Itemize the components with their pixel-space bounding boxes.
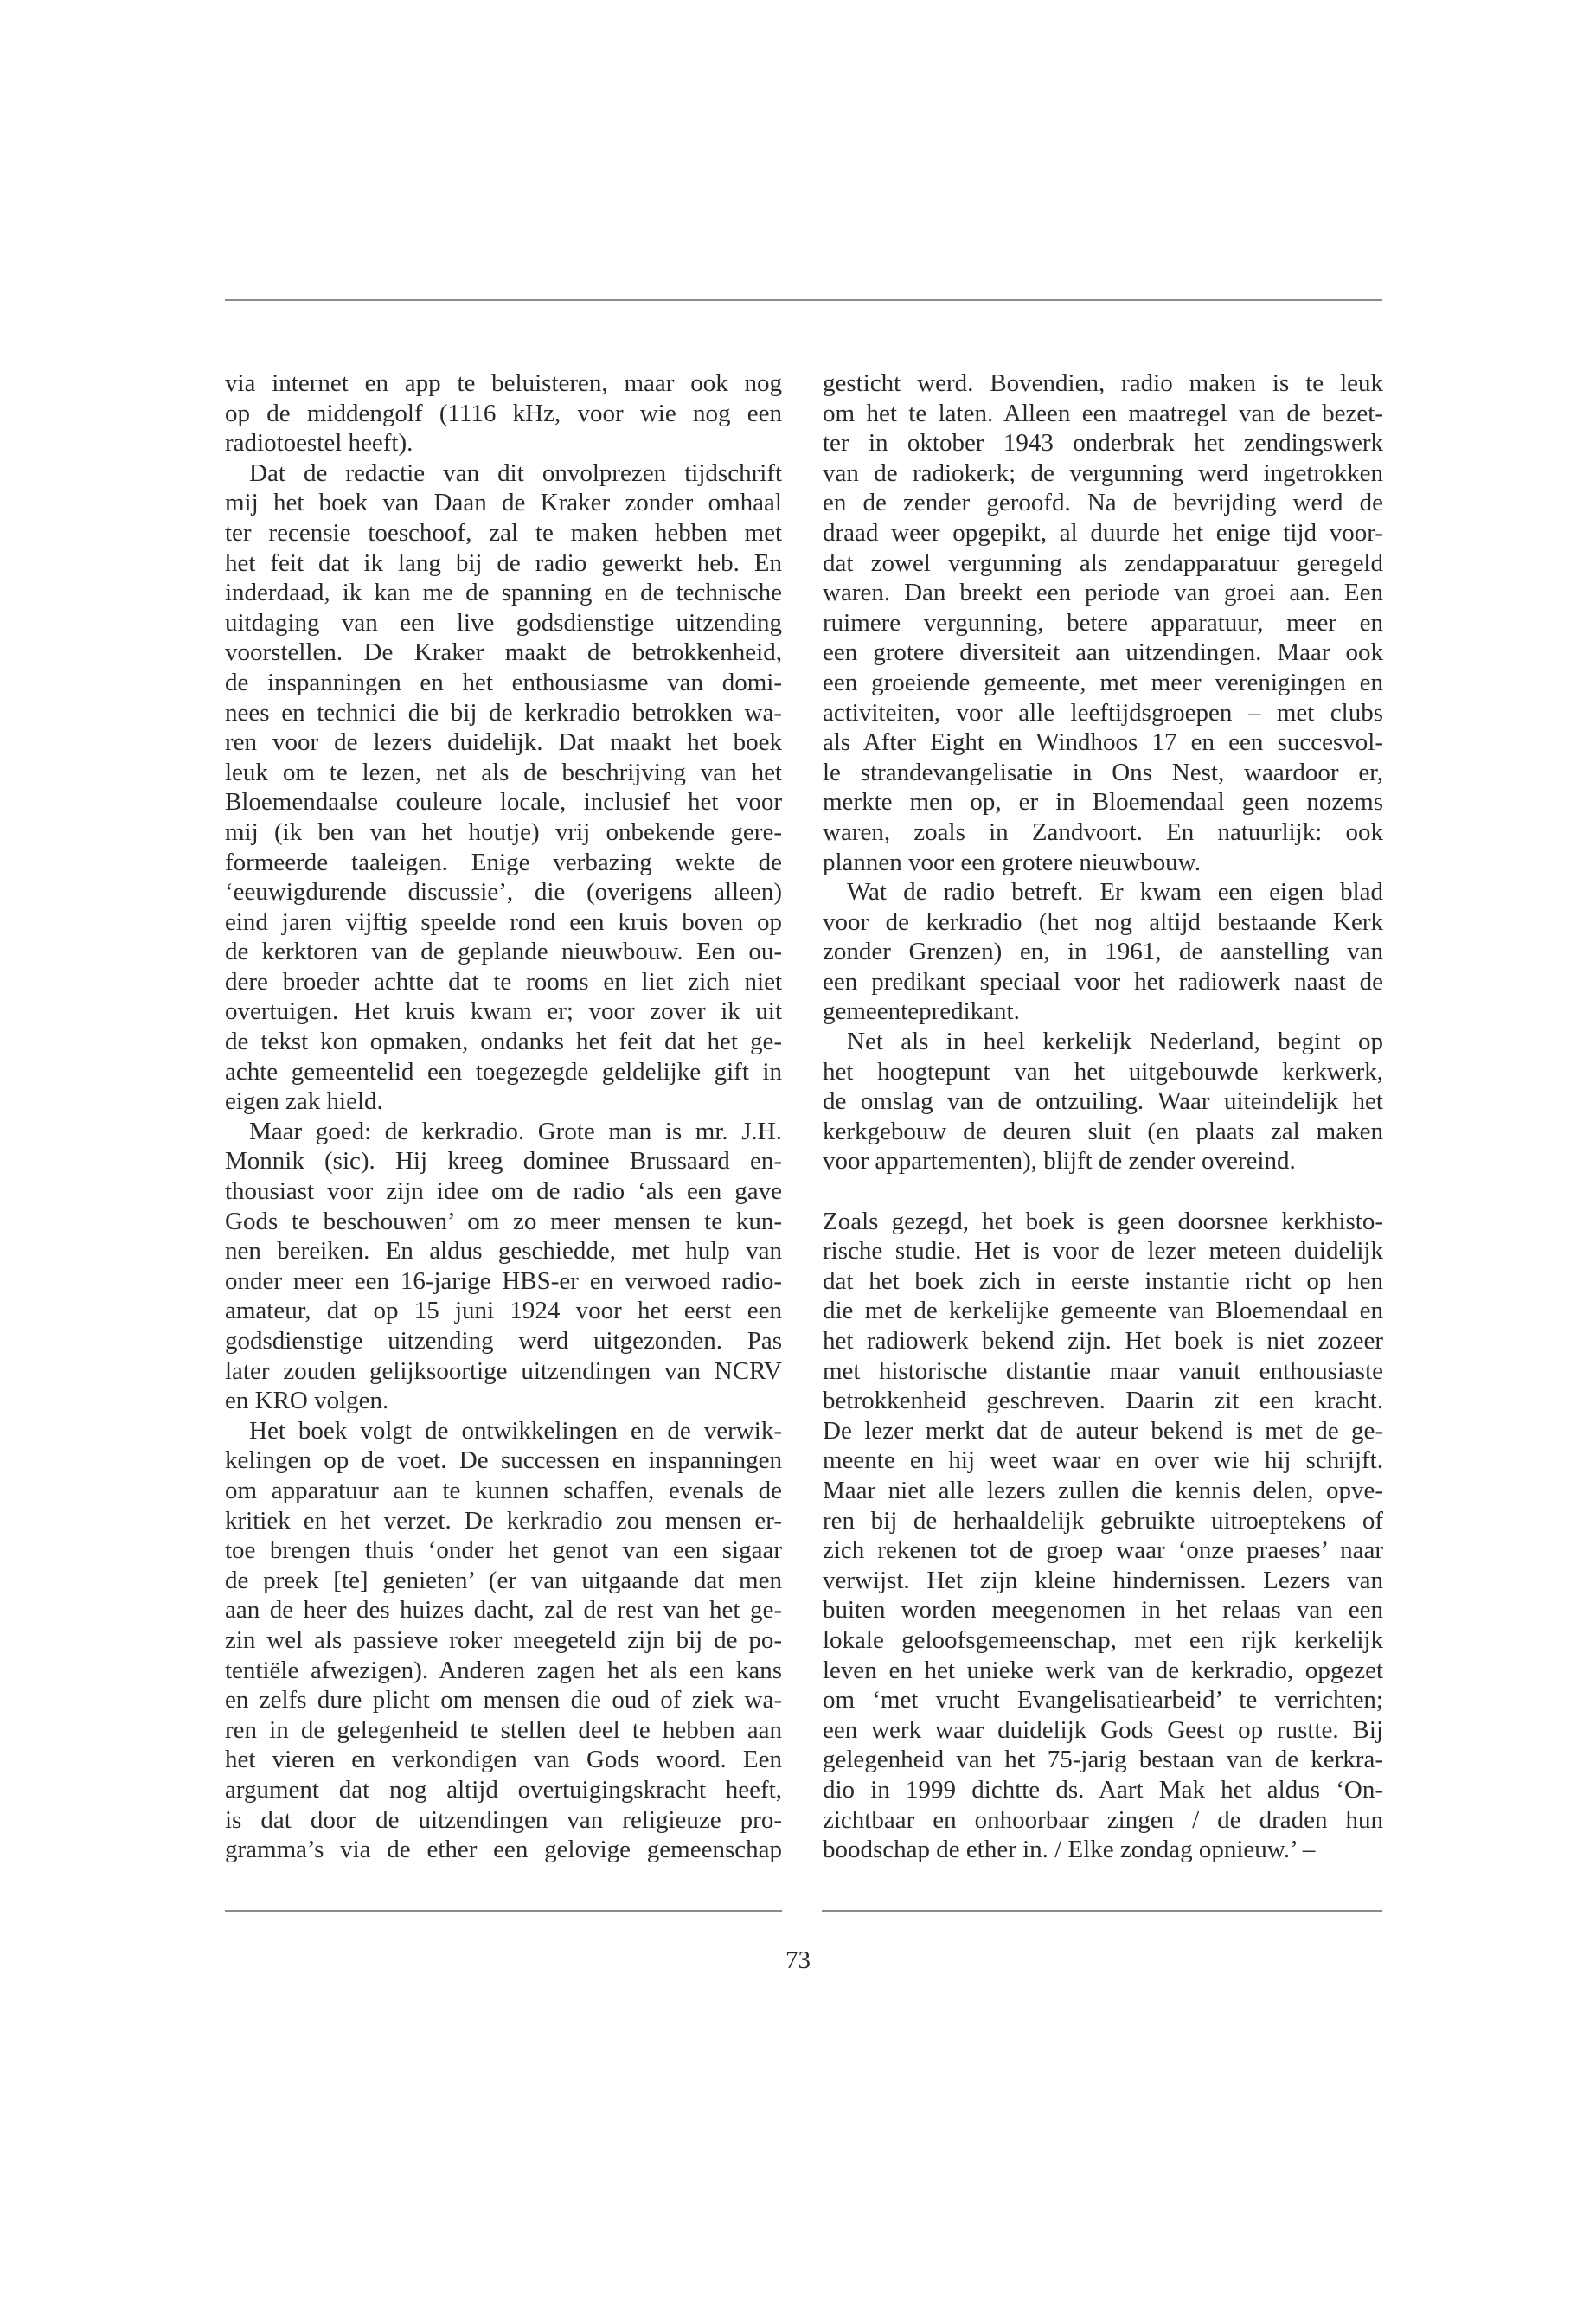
text-line: thousiast voor zijn idee om de radio ‘als een gave bbox=[225, 1177, 782, 1206]
section-gap bbox=[823, 1176, 1383, 1207]
text-line: dat het boek zich in eerste instantie richt op hen bbox=[823, 1266, 1383, 1295]
text-line: toe brengen thuis ‘onder het genot van een sigaar bbox=[225, 1536, 782, 1565]
text-line: kelingen op de voet. De successen en inspanningen bbox=[225, 1446, 782, 1475]
text-line: gramma’s via de ether een gelovige gemeenschap bbox=[225, 1836, 782, 1864]
text-line: die met de kerkelijke gemeente van Bloemendaal en bbox=[823, 1297, 1383, 1325]
text-line: godsdienstige uitzending werd uitgezonden. Pas bbox=[225, 1327, 782, 1355]
text-line: nen bereiken. En aldus geschiedde, met hulp van bbox=[225, 1237, 782, 1266]
text-line: later zouden gelijksoortige uitzendingen van NCRV bbox=[225, 1356, 782, 1385]
text-line: leuk om te lezen, net als de beschrijving van het bbox=[225, 758, 782, 786]
text-line: met historische distantie maar vanuit enthousiaste bbox=[823, 1356, 1383, 1385]
text-line: het hoogtepunt van het uitgebouwde kerkwerk, bbox=[823, 1057, 1383, 1086]
text-line: en de zender geroofd. Na de bevrijding werd de bbox=[823, 489, 1383, 517]
text-line: onder meer een 16-jarige HBS-er en verwoed radio- bbox=[225, 1266, 782, 1295]
text-line: Wat de radio betreft. Er kwam een eigen blad bbox=[847, 878, 1383, 907]
text-line: Monnik (sic). Hij kreeg dominee Brussaard en- bbox=[225, 1147, 782, 1176]
text-line: ren in de gelegenheid te stellen deel te hebben aan bbox=[225, 1715, 782, 1744]
left-footer-rule bbox=[225, 1910, 782, 1912]
text-line: Maar niet alle lezers zullen die kennis delen, opve- bbox=[823, 1476, 1383, 1504]
text-line: kerkgebouw de deuren sluit (en plaats zal maken bbox=[823, 1117, 1383, 1145]
text-line: een grotere diversiteit aan uitzendingen. Maar ook bbox=[823, 638, 1383, 667]
text-line: aan de heer des huizes dacht, zal de rest van het ge- bbox=[225, 1596, 782, 1625]
text-line: eind jaren vijftig speelde rond een kruis boven op bbox=[225, 907, 782, 936]
text-line: dere broeder achtte dat te rooms en liet zich niet bbox=[225, 967, 782, 996]
text-line: achte gemeentelid een toegezegde geldelijke gift in bbox=[225, 1057, 782, 1086]
text-line: en KRO volgen. bbox=[225, 1387, 389, 1415]
text-line: de kerktoren van de geplande nieuwbouw. Een ou- bbox=[225, 938, 782, 966]
text-line: leven en het unieke werk van de kerkradio, opgezet bbox=[823, 1656, 1383, 1684]
text-line: om ‘met vrucht Evangelisatiearbeid’ te verrichten; bbox=[823, 1686, 1383, 1715]
text-line: amateur, dat op 15 juni 1924 voor het eerst een bbox=[225, 1297, 782, 1325]
text-line: waren. Dan breekt een periode van groei aan. Een bbox=[823, 579, 1383, 607]
text-line: kritiek en het verzet. De kerkradio zou mensen er- bbox=[225, 1506, 782, 1535]
text-line: betrokkenheid geschreven. Daarin zit een kracht. bbox=[823, 1387, 1383, 1415]
text-line: de preek [te] genieten’ (er van uitgaande dat men bbox=[225, 1566, 782, 1594]
text-line: ruimere vergunning, betere apparatuur, meer en bbox=[823, 608, 1383, 637]
text-line: ter recensie toeschoof, zal te maken hebben met bbox=[225, 518, 782, 547]
right-text-column bbox=[823, 369, 1383, 1865]
header-rule bbox=[225, 299, 1382, 301]
text-line: Het boek volgt de ontwikkelingen en de verwik- bbox=[249, 1416, 782, 1445]
text-line: een werk waar duidelijk Gods Geest op rustte. Bij bbox=[823, 1715, 1383, 1744]
text-line: Gods te beschouwen’ om zo meer mensen te kun- bbox=[225, 1207, 782, 1235]
text-line: zin wel als passieve roker meegeteld zijn bij de po- bbox=[225, 1625, 782, 1654]
text-line: De lezer merkt dat de auteur bekend is met de ge- bbox=[823, 1416, 1383, 1445]
text-line: inderdaad, ik kan me de spanning en de technische bbox=[225, 579, 782, 607]
text-line: ter in oktober 1943 onderbrak het zendingswerk bbox=[823, 429, 1383, 458]
text-line: gesticht werd. Bovendien, radio maken is te leuk bbox=[823, 369, 1383, 397]
text-line: merkte men op, er in Bloemendaal geen nozems bbox=[823, 788, 1383, 817]
text-line: argument dat nog altijd overtuigingskracht heeft, bbox=[225, 1775, 782, 1804]
text-line: plannen voor een grotere nieuwbouw. bbox=[823, 848, 1201, 876]
text-line: op de middengolf (1116 kHz, voor wie nog een bbox=[225, 399, 782, 427]
text-line: activiteiten, voor alle leeftijdsgroepen – met clubs bbox=[823, 698, 1383, 727]
text-line: gemeentepredikant. bbox=[823, 997, 1020, 1026]
text-line: boodschap de ether in. / Elke zondag opnieuw.’ – bbox=[823, 1836, 1316, 1864]
text-line: zonder Grenzen) en, in 1961, de aanstelling van bbox=[823, 938, 1383, 966]
text-line: nees en technici die bij de kerkradio betrokken wa- bbox=[225, 698, 782, 727]
text-line: via internet en app te beluisteren, maar ook nog bbox=[225, 369, 782, 397]
text-line: Maar goed: de kerkradio. Grote man is mr. J.H. bbox=[249, 1117, 782, 1145]
text-line: rische studie. Het is voor de lezer meteen duidelijk bbox=[823, 1237, 1383, 1266]
text-line: tentiële afwezigen). Anderen zagen het als een kans bbox=[225, 1656, 782, 1684]
text-line: formeerde taaleigen. Enige verbazing wekte de bbox=[225, 848, 782, 876]
text-line: gelegenheid van het 75-jarig bestaan van de kerkra- bbox=[823, 1746, 1383, 1774]
text-line: dat zowel vergunning als zendapparatuur geregeld bbox=[823, 548, 1383, 577]
text-line: Bloemendaalse couleure locale, inclusief het voor bbox=[225, 788, 782, 817]
text-line: Net als in heel kerkelijk Nederland, begint op bbox=[847, 1028, 1383, 1056]
text-line: ‘eeuwigdurende discussie’, die (overigens alleen) bbox=[225, 878, 782, 907]
text-line: draad weer opgepikt, al duurde het enige tijd voor- bbox=[823, 518, 1383, 547]
text-line: het feit dat ik lang bij de radio gewerkt heb. En bbox=[225, 548, 782, 577]
text-line: de omslag van de ontzuiling. Waar uiteindelijk het bbox=[823, 1087, 1383, 1116]
text-line: zichtbaar en onhoorbaar zingen / de draden hun bbox=[823, 1805, 1383, 1834]
text-line: Dat de redactie van dit onvolprezen tijdschrift bbox=[249, 458, 782, 487]
text-line: van de radiokerk; de vergunning werd ingetrokken bbox=[823, 458, 1383, 487]
text-line: uitdaging van een live godsdienstige uitzending bbox=[225, 608, 782, 637]
text-line: is dat door de uitzendingen van religieuze pro- bbox=[225, 1805, 782, 1834]
text-line: overtuigen. Het kruis kwam er; voor zover ik uit bbox=[225, 997, 782, 1026]
text-line: voor appartementen), blijft de zender overeind. bbox=[823, 1147, 1296, 1176]
page-number: 73 bbox=[785, 1946, 811, 1974]
text-line: dio in 1999 dichtte ds. Aart Mak het aldus ‘On- bbox=[823, 1775, 1383, 1804]
text-line: de tekst kon opmaken, ondanks het feit dat het ge- bbox=[225, 1028, 782, 1056]
right-footer-rule bbox=[822, 1910, 1382, 1912]
text-line: verwijst. Het zijn kleine hindernissen. Lezers van bbox=[823, 1566, 1383, 1594]
text-line: de inspanningen en het enthousiasme van domi- bbox=[225, 668, 782, 696]
text-line: en zelfs dure plicht om mensen die oud of ziek wa- bbox=[225, 1686, 782, 1715]
text-line: om apparatuur aan te kunnen schaffen, evenals de bbox=[225, 1476, 782, 1504]
text-line: voor de kerkradio (het nog altijd bestaande Kerk bbox=[823, 907, 1383, 936]
text-line: eigen zak hield. bbox=[225, 1087, 383, 1116]
text-line: een groeiende gemeente, met meer verenigingen en bbox=[823, 668, 1383, 696]
text-line: waren, zoals in Zandvoort. En natuurlijk: ook bbox=[823, 817, 1383, 846]
left-text-column bbox=[225, 369, 782, 1865]
text-line: Zoals gezegd, het boek is geen doorsnee kerkhisto- bbox=[823, 1207, 1383, 1235]
text-line: lokale geloofsgemeenschap, met een rijk kerkelijk bbox=[823, 1625, 1383, 1654]
text-line: als After Eight en Windhoos 17 en een succesvol- bbox=[823, 728, 1383, 757]
text-line: radiotoestel heeft). bbox=[225, 429, 413, 458]
text-line: mij het boek van Daan de Kraker zonder omhaal bbox=[225, 489, 782, 517]
text-line: om het te laten. Alleen een maatregel van de bezet- bbox=[823, 399, 1383, 427]
text-line: ren voor de lezers duidelijk. Dat maakt het boek bbox=[225, 728, 782, 757]
text-line: zich rekenen tot de groep waar ‘onze praeses’ naar bbox=[823, 1536, 1383, 1565]
text-line: le strandevangelisatie in Ons Nest, waardoor er, bbox=[823, 758, 1383, 786]
text-line: meente en hij weet waar en over wie hij schrijft. bbox=[823, 1446, 1383, 1475]
text-line: voorstellen. De Kraker maakt de betrokkenheid, bbox=[225, 638, 782, 667]
text-line: mij (ik ben van het houtje) vrij onbekende gere- bbox=[225, 817, 782, 846]
text-line: het vieren en verkondigen van Gods woord. Een bbox=[225, 1746, 782, 1774]
text-line: het radiowerk bekend zijn. Het boek is niet zozeer bbox=[823, 1327, 1383, 1355]
text-line: een predikant speciaal voor het radiowerk naast de bbox=[823, 967, 1383, 996]
text-line: ren bij de herhaaldelijk gebruikte uitroeptekens of bbox=[823, 1506, 1383, 1535]
text-line: buiten worden meegenomen in het relaas van een bbox=[823, 1596, 1383, 1625]
